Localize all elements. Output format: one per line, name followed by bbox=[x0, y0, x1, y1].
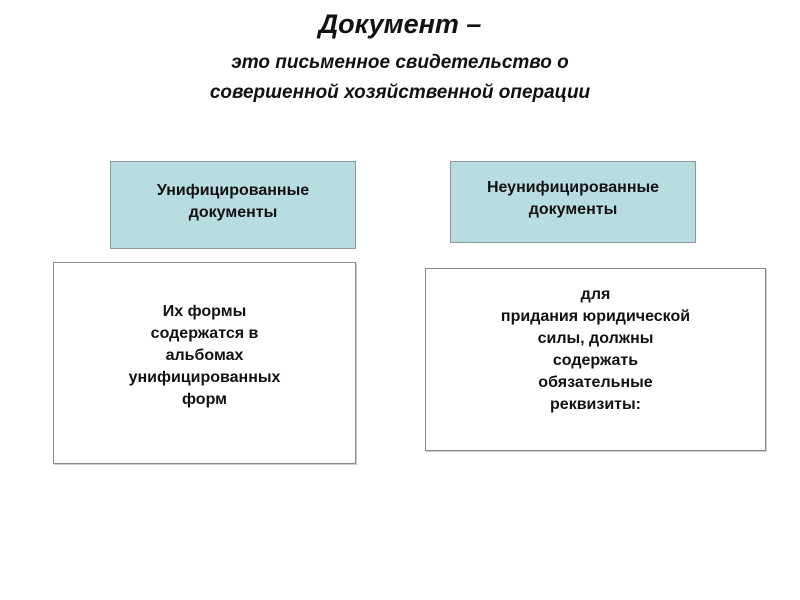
nonunified-body-line-5: обязательные bbox=[538, 373, 653, 391]
nonunified-docs-description-box bbox=[425, 268, 766, 451]
unified-docs-header-box bbox=[110, 161, 356, 249]
title-line-1: это письменное свидетельство о bbox=[231, 52, 569, 73]
unified-body-line-3: альбомах bbox=[165, 347, 244, 364]
nonunified-body-line-1: для bbox=[580, 285, 611, 303]
nonunified-header-line-1: Неунифицированные bbox=[486, 179, 660, 196]
nonunified-body-line-3: силы, должны bbox=[537, 329, 654, 347]
nonunified-header-line-2: документы bbox=[528, 201, 618, 218]
unified-body-line-5: форм bbox=[182, 391, 227, 408]
title-line-2: совершенной хозяйственной операции bbox=[209, 82, 591, 103]
unified-header-line-1: Унифицированные bbox=[156, 182, 310, 199]
nonunified-body-line-4: содержать bbox=[552, 351, 639, 369]
nonunified-body-line-6: реквизиты: bbox=[550, 395, 641, 413]
title-main: Документ – bbox=[318, 9, 482, 39]
unified-header-line-2: документы bbox=[188, 204, 278, 221]
unified-body-line-1: Их формы bbox=[162, 303, 247, 320]
unified-body-line-2: содержатся в bbox=[150, 325, 259, 342]
unified-body-line-4: унифицированных bbox=[128, 369, 281, 386]
nonunified-docs-header-box bbox=[450, 161, 696, 243]
unified-docs-description-box bbox=[53, 262, 356, 464]
nonunified-body-line-2: придания юридической bbox=[500, 307, 691, 325]
